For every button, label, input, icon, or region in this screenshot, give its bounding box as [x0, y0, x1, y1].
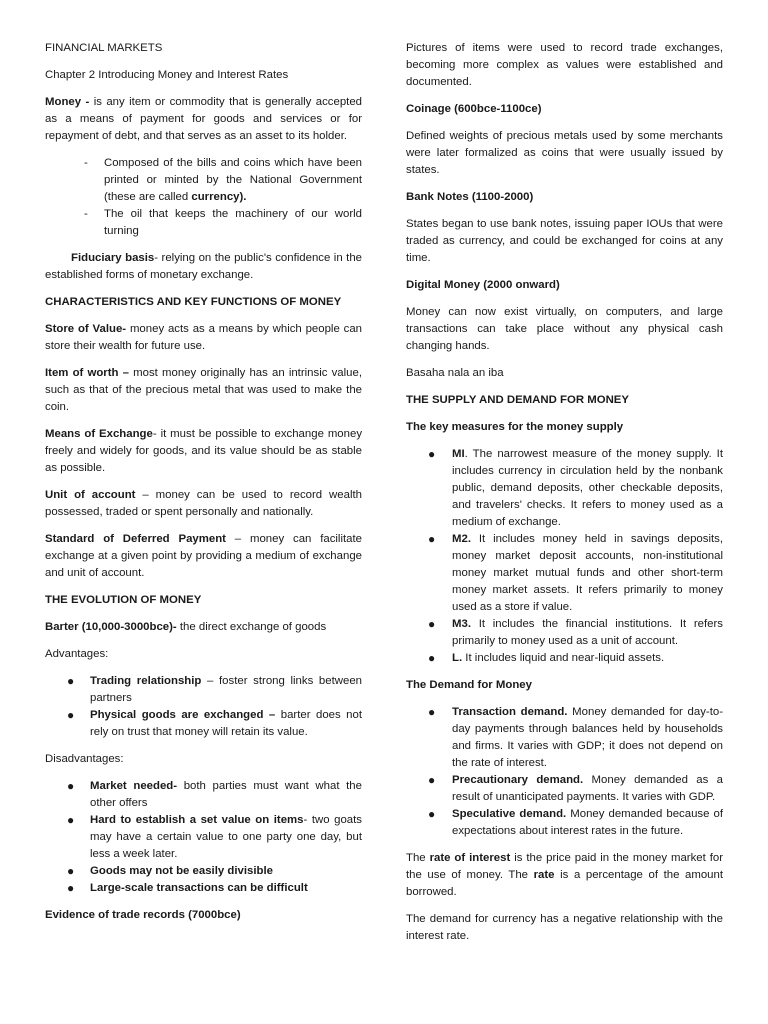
list-item: ● M3. It includes the financial institutions. It refers primarily to money used as a unit of account. — [428, 617, 723, 647]
dash-marker: - — [84, 208, 88, 220]
standard-of-deferred-payment: Standard of Deferred Payment – money can facilitate exchange at a given point by providing a medium of exchange and unit of account. — [45, 533, 362, 579]
bullet-marker: ● — [67, 864, 75, 878]
list-item: ● M2. It includes money held in savings deposits, money market deposit accounts, non-institutional money market mutual funds and other short-term money market assets. It refers primarily to money used as a store if value. — [428, 532, 723, 613]
demand-heading: The Demand for Money — [406, 679, 532, 691]
document-title: FINANCIAL MARKETS — [45, 42, 163, 54]
bullet-marker: ● — [428, 532, 436, 546]
list-item: ● Goods may not be easily divisible — [67, 864, 273, 878]
list-item: ● Physical goods are exchanged – barter does not rely on trust that money will retain its value. — [67, 708, 362, 738]
rate-of-interest-paragraph: The rate of interest is the price paid in the money market for the use of money. The rate is a percentage of the amount borrowed. — [406, 852, 724, 898]
unit-of-account: Unit of account – money can be used to record wealth possessed, traded or spent personally and nationally. — [45, 489, 362, 518]
money-dash-list — [45, 155, 362, 240]
section-heading-supply-demand: THE SUPPLY AND DEMAND FOR MONEY — [406, 394, 629, 406]
money-demand-list — [406, 704, 723, 840]
bullet-marker: ● — [428, 773, 436, 787]
dash-marker: - — [84, 157, 88, 169]
list-item: ● Transaction demand. Money demanded for day-to-day payments through balances held by households and firms. It varies with GDP; it does not depend on the rate of interest. — [428, 705, 723, 769]
list-item: ● Speculative demand. Money demanded because of expectations about interest rates in the future. — [428, 807, 723, 837]
left-column — [45, 40, 362, 934]
bullet-marker: ● — [428, 807, 436, 821]
money-term: Money - — [45, 96, 94, 108]
chapter-title: Chapter 2 Introducing Money and Interest Rates — [45, 69, 289, 81]
list-item: - The oil that keeps the machinery of our world turning — [84, 208, 362, 237]
coinage-heading: Coinage (600bce-1100ce) — [406, 103, 542, 115]
key-measures-heading: The key measures for the money supply — [406, 421, 624, 433]
digital-money-heading: Digital Money (2000 onward) — [406, 279, 560, 291]
list-item: ● Large-scale transactions can be difficult — [67, 881, 308, 895]
bullet-marker: ● — [67, 674, 75, 688]
bullet-marker: ● — [67, 708, 75, 722]
disadvantages-list — [45, 778, 362, 897]
bullet-marker: ● — [428, 651, 436, 665]
right-column — [406, 40, 723, 955]
disadvantages-label: Disadvantages: — [45, 753, 124, 765]
banknotes-paragraph: States began to use bank notes, issuing paper IOUs that were traded as currency, and could be exchanged for coins at any time. — [406, 218, 723, 264]
item-of-worth: Item of worth – most money originally has an intrinsic value, such as that of the precious metal that was used to make the coin. — [45, 367, 362, 413]
bullet-marker: ● — [67, 779, 75, 793]
advantages-list — [45, 673, 362, 741]
list-item: - Composed of the bills and coins which have been printed or minted by the National Government (these are called currency). — [84, 157, 362, 203]
fiduciary-definition: Fiduciary basis- relying on the public's confidence in the established forms of monetary exchange. — [45, 252, 362, 281]
coinage-paragraph: Defined weights of precious metals used by some merchants were later formalized as coins that were usually issued by states. — [406, 130, 723, 176]
means-of-exchange: Means of Exchange- it must be possible to exchange money freely and widely for goods, and its value should be as stable as possible. — [45, 428, 363, 474]
bullet-marker: ● — [428, 617, 436, 631]
money-def: is any item or commodity that is generally accepted as a means of payment for goods and services or for repayment of debt, and that serves as an asset to its holder. — [45, 96, 362, 142]
list-item: ● L. It includes liquid and near-liquid assets. — [428, 651, 665, 665]
list-item: ● Precautionary demand. Money demanded as a result of unanticipated payments. It varies with GDP. — [428, 773, 723, 803]
advantages-label: Advantages: — [45, 648, 109, 660]
currency-demand-paragraph: The demand for currency has a negative relationship with the interest rate. — [406, 913, 723, 942]
section-heading-evolution: THE EVOLUTION OF MONEY — [45, 594, 202, 606]
bullet-marker: ● — [428, 705, 436, 719]
list-item: ● MI. The narrowest measure of the money supply. It includes currency in circulation held by the nonbank public, demand deposits, other checkable deposits, and travelers' checks. It refers to money used as a medium of exchange. — [428, 447, 723, 528]
bullet-marker: ● — [428, 447, 436, 461]
store-of-value: Store of Value- money acts as a means by which people can store their wealth for future use. — [45, 323, 362, 352]
pictures-paragraph: Pictures of items were used to record trade exchanges, becoming more complex as values were established and documented. — [406, 42, 723, 88]
list-item: ● Hard to establish a set value on items- two goats may have a certain value to one party one day, but less a week later. — [67, 813, 362, 860]
bullet-marker: ● — [67, 813, 75, 827]
fiduciary-term: Fiduciary basis — [71, 252, 155, 264]
list-item: ● Market needed- both parties must want what the other offers — [67, 779, 362, 809]
bullet-marker: ● — [67, 881, 75, 895]
evidence-heading: Evidence of trade records (7000bce) — [45, 909, 241, 921]
money-definition — [45, 94, 362, 145]
barter-definition: Barter (10,000-3000bce)- the direct exchange of goods — [45, 621, 327, 633]
note-text: Basaha nala an iba — [406, 367, 504, 379]
list-item: ● Trading relationship – foster strong links between partners — [67, 674, 363, 704]
banknotes-heading: Bank Notes (1100-2000) — [406, 191, 534, 203]
money-supply-list — [406, 446, 723, 667]
digital-money-paragraph: Money can now exist virtually, on computers, and large transactions can take place without any physical cash changing hands. — [406, 306, 723, 352]
section-heading-characteristics: CHARACTERISTICS AND KEY FUNCTIONS OF MONEY — [45, 296, 342, 308]
